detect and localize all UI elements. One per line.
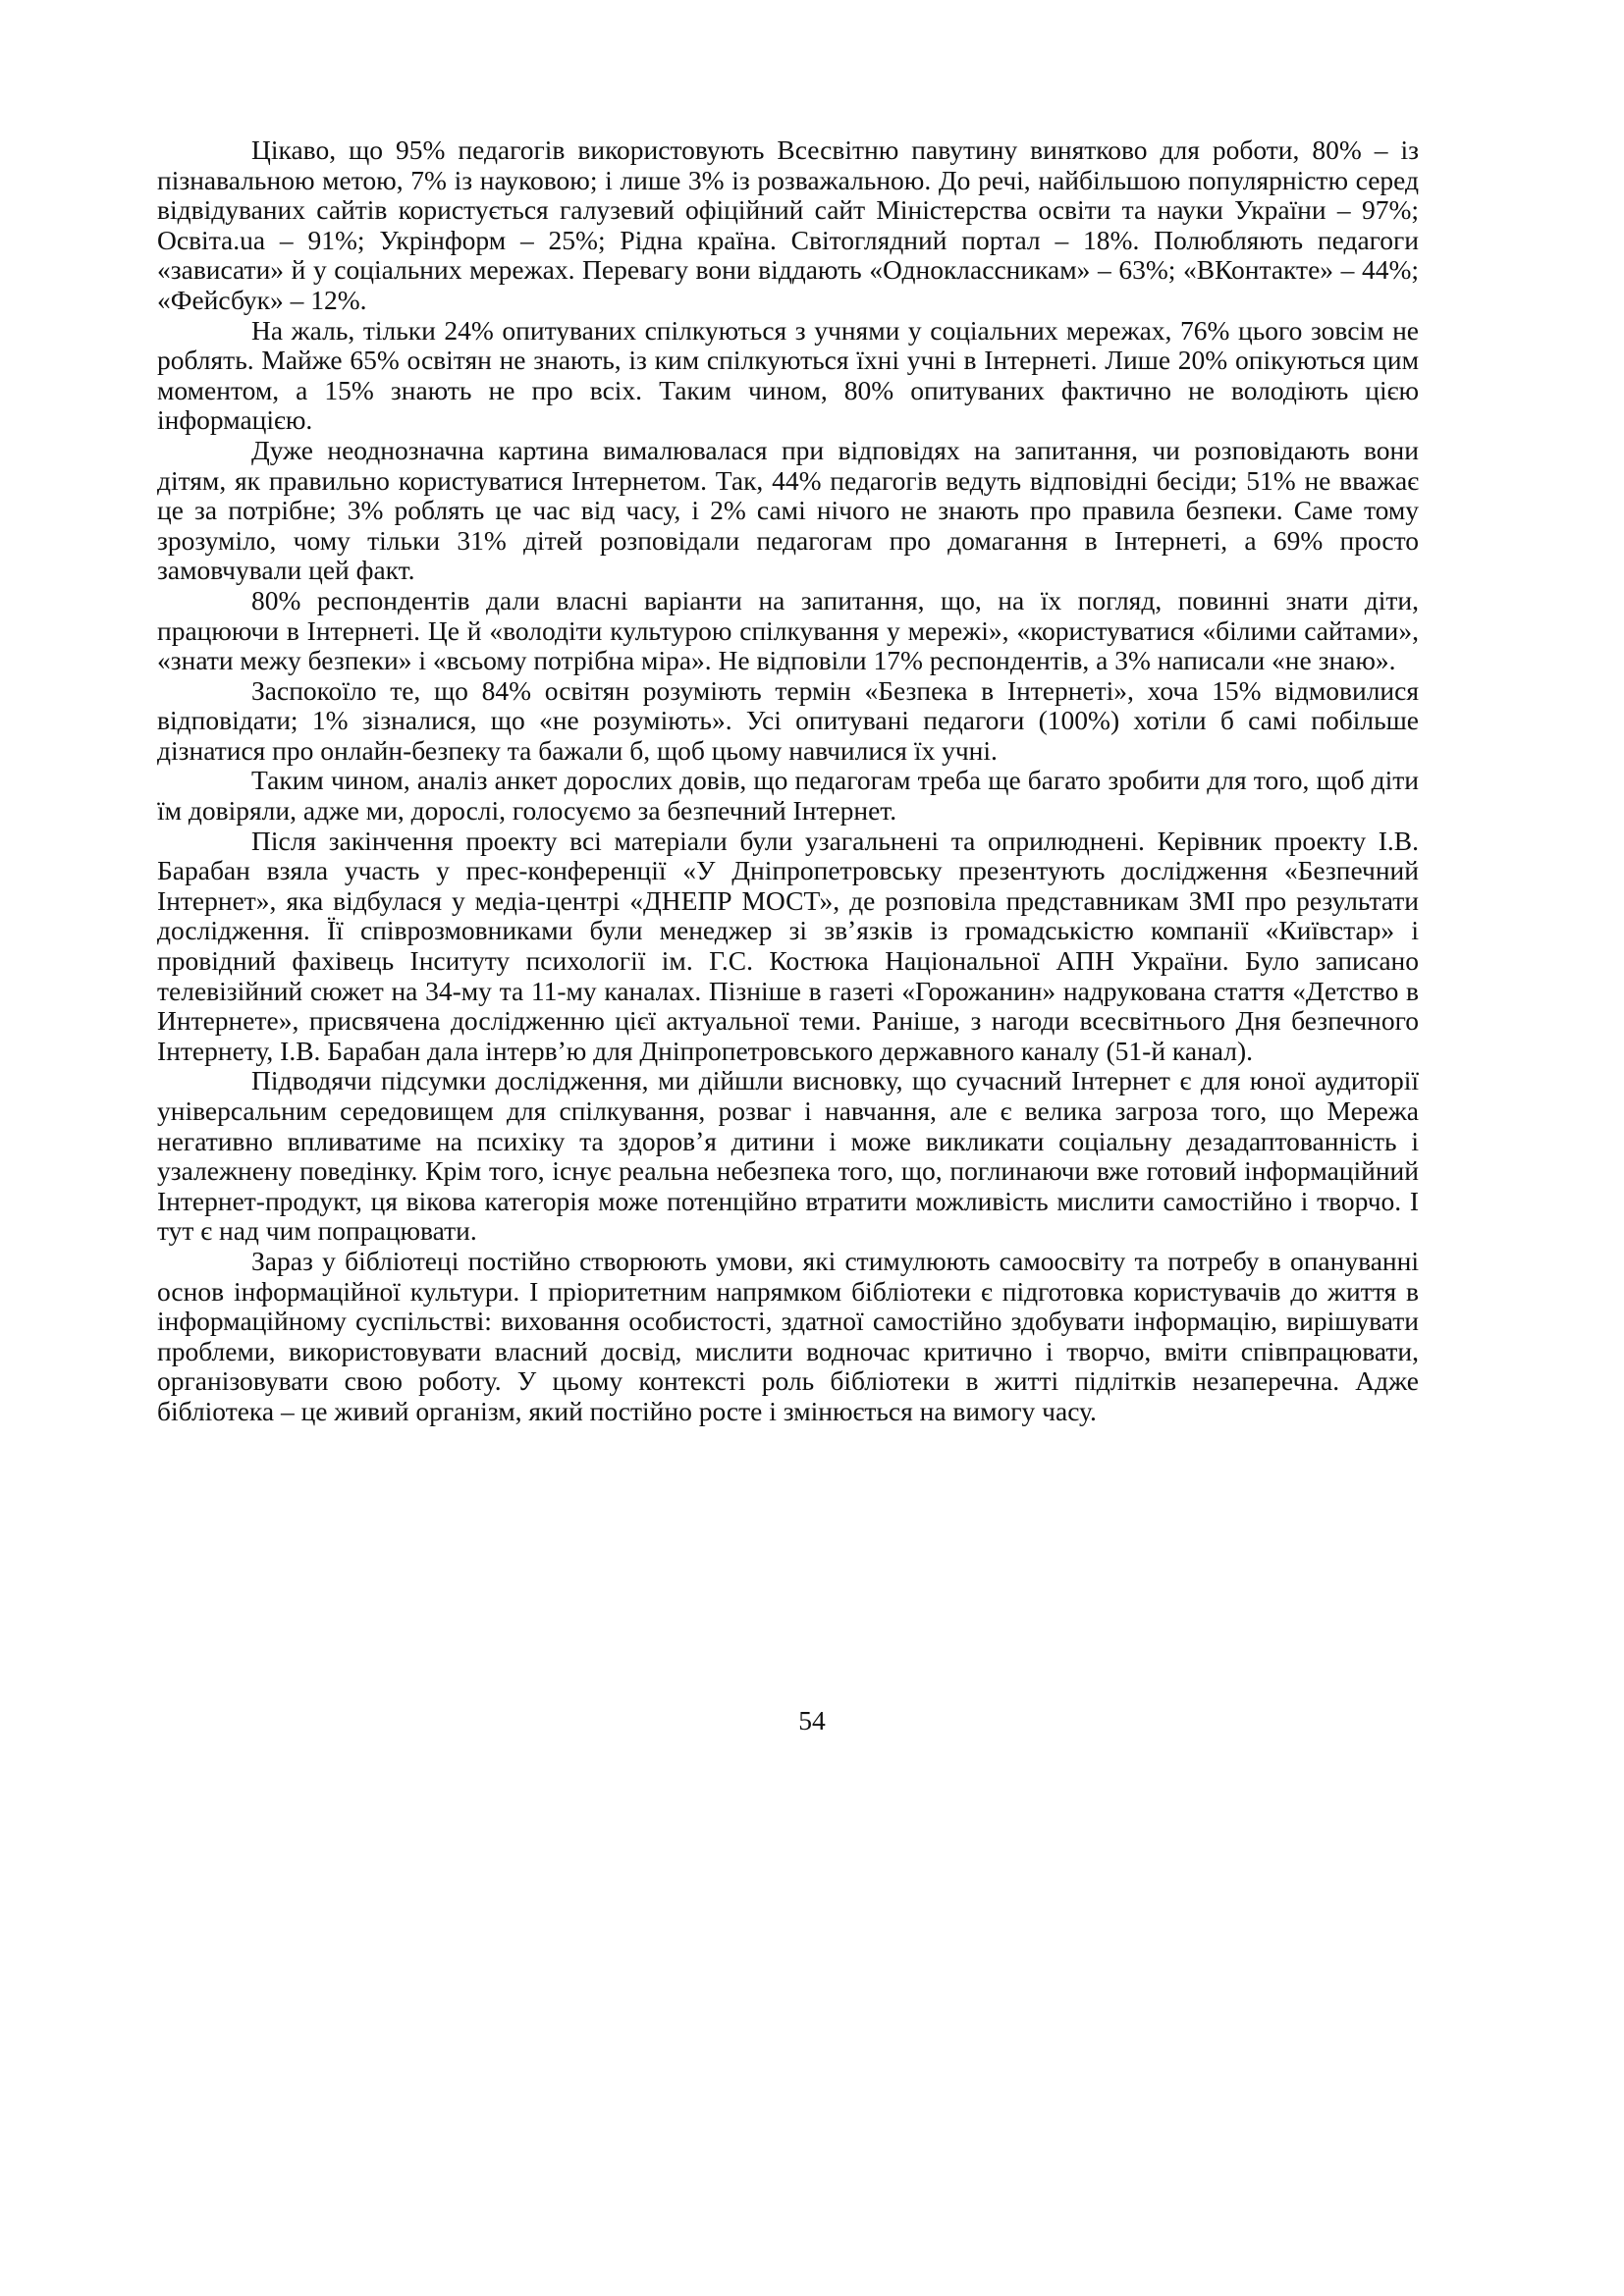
paragraph-5: Заспокоїло те, що 84% освітян розуміють термін «Безпека в Інтернеті», хоча 15% відмовилися відповідати; 1% зізналися, що «не розуміють». Усі опитувані педагоги (100%) хотіли б самі побільше дізнатися про онлайн-безпеку та бажали б, щоб цьому навчилися їх учні. [157,674,1419,766]
paragraph-3: Дуже неоднозначна картина вималювалася при відповідях на запитання, чи розповідають вони дітям, як правильно користуватися Інтернетом. Так, 44% педагогів ведуть відповідні бесіди; 51% не вважає це за потрібне; 3% роблять це час від часу, і 2% самі нічого не знають про правила безпеки. Саме тому зрозуміло, чому тільки 31% дітей розповідали педагогам про домагання в Інтернеті, а 69% просто замовчували цей факт. [157,434,1419,586]
paragraph-7: Після закінчення проекту всі матеріали були узагальнені та оприлюднені. Керівник проекту І.В. Барабан взяла участь у прес-конференції «У Дніпропетровську презентують дослідження «Безпечний Інтернет», яка відбулася у медіа-центрі «ДНЕПР МОСТ», де розповіла представникам ЗМІ про результати дослідження. Її співрозмовниками були менеджер зі звʼязків із громадськістю компанії «Київстар» і провідний фахівець Інситуту психології ім. Г.С. Костюка Національної АПН України. Було записано телевізійний сюжет на 34-му та 11-му каналах. Пізніше в газеті «Горожанин» надрукована стаття «Детство в Интернете», присвячена дослідженню цієї актуальної теми. Раніше, з нагоди всесвітнього Дня безпечного Інтернету, І.В. Барабан дала інтервʼю для Дніпропетровського державного каналу (51-й канал). [157,825,1419,1066]
document-body [157,135,1419,1427]
paragraph-9: Зараз у бібліотеці постійно створюють умови, які стимулюють самоосвіту та потребу в опануванні основ інформаційної культури. І пріоритетним напрямком бібліотеки є підготовка користувачів до життя в інформаційному суспільстві: виховання особистості, здатної самостійно здобувати інформацію, вирішувати проблеми, використовувати власний досвід, мислити водночас критично і творчо, вміти співпрацювати, організовувати свою роботу. У цьому контексті роль бібліотеки в житті підлітків незаперечна. Адже бібліотека – це живий організм, який постійно росте і змінюється на вимогу часу. [157,1245,1419,1426]
paragraph-1: Цікаво, що 95% педагогів використовують Всесвітню павутину винятково для роботи, 80% – із пізнавальною метою, 7% із науковою; і лише 3% із розважальною. До речі, найбільшою популярністю серед відвідуваних сайтів користується галузевий офіційний сайт Міністерства освіти та науки України – 97%; Освіта.ua – 91%; Укрінформ – 25%; Рідна країна. Світоглядний портал – 18%. Полюбляють педагоги «зависати» й у соціальних мережах. Перевагу вони віддають «Одноклассникам» – 63%; «ВКонтакте» – 44%; «Фейсбук» – 12%. [157,134,1419,315]
paragraph-8: Підводячи підсумки дослідження, ми дійшли висновку, що сучасний Інтернет є для юної аудиторії універсальним середовищем для спілкування, розваг і навчання, але є велика загроза того, що Мережа негативно впливатиме на психіку та здоровʼя дитини і може викликати соціальну дезадаптованність і узалежнену поведінку. Крім того, існує реальна небезпека того, що, поглинаючи вже готовий інформаційний Інтернет-продукт, ця вікова категорія може потенційно втратити можливість мислити самостійно і творчо. І тут є над чим попрацювати. [157,1065,1419,1247]
paragraph-4: 80% респондентів дали власні варіанти на запитання, що, на їх погляд, повинні знати діти, працюючи в Інтернеті. Це й «володіти культурою спілкування у мережі», «користуватися «білими сайтами», «знати межу безпеки» і «всьому потрібна міра». Не відповіли 17% респондентів, а 3% написали «не знаю». [157,584,1419,676]
paragraph-6: Таким чином, аналіз анкет дорослих довів, що педагогам треба ще багато зробити для того, щоб діти їм довіряли, адже ми, дорослі, голосуємо за безпечний Інтернет. [157,765,1419,827]
paragraph-2: На жаль, тільки 24% опитуваних спілкуються з учнями у соціальних мережах, 76% цього зовсім не роблять. Майже 65% освітян не знають, із ким спілкуються їхні учні в Інтернеті. Лише 20% опікуються цим моментом, а 15% знають не про всіх. Таким чином, 80% опитуваних фактично не володіють цією інформацією. [157,314,1419,436]
page-number: 54 [798,1705,826,1735]
